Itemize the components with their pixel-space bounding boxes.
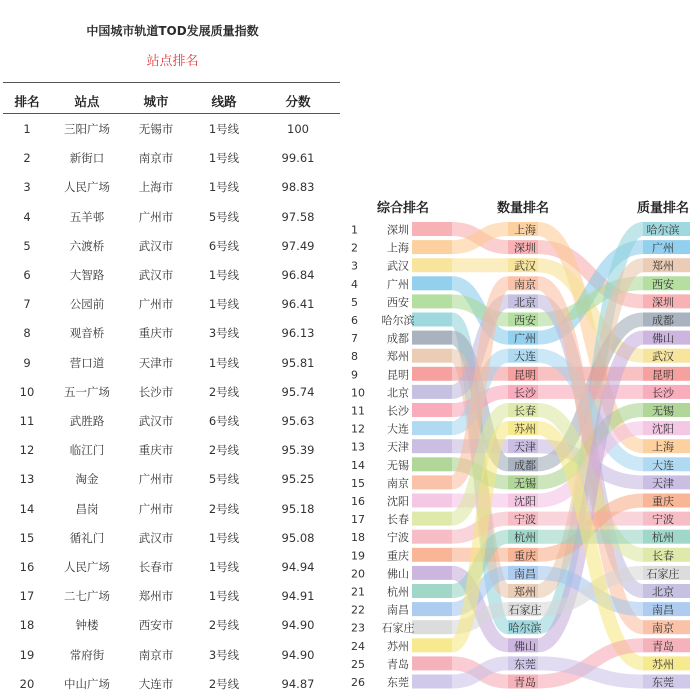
comprehensive-bar xyxy=(412,367,452,381)
table-subtitle: 站点排名 xyxy=(146,54,199,69)
cell-score: 97.58 xyxy=(281,209,315,224)
cell-score: 95.08 xyxy=(281,530,315,545)
cell-line: 1号线 xyxy=(208,268,240,282)
rank-number: 11 xyxy=(351,404,365,418)
quality-label: 长春 xyxy=(652,549,674,563)
cell-score: 95.74 xyxy=(281,384,315,399)
cell-city: 南京市 xyxy=(138,151,174,166)
cell-station: 公园前 xyxy=(69,297,105,312)
quality-label: 青岛 xyxy=(652,639,674,653)
comprehensive-bar xyxy=(412,457,452,471)
comprehensive-label: 哈尔滨 xyxy=(381,314,415,327)
comprehensive-label: 西安 xyxy=(387,295,409,309)
comprehensive-bar xyxy=(412,656,452,670)
quality-label: 沈阳 xyxy=(652,422,674,436)
table-row xyxy=(0,232,345,261)
rank-number: 10 xyxy=(351,386,365,400)
header-line: 线路 xyxy=(211,94,237,109)
quality-label: 南昌 xyxy=(652,603,674,617)
comprehensive-bar xyxy=(412,602,452,616)
cell-rank: 5 xyxy=(23,238,31,253)
cell-rank: 10 xyxy=(19,384,35,399)
quantity-label: 宁波 xyxy=(514,513,536,527)
header-score: 分数 xyxy=(285,94,311,109)
cell-city: 武汉市 xyxy=(138,414,174,428)
cell-city: 无锡市 xyxy=(138,122,174,136)
cell-score: 95.18 xyxy=(281,501,315,516)
cell-city: 武汉市 xyxy=(138,268,174,282)
cell-city: 广州市 xyxy=(138,472,174,487)
rank-number: 16 xyxy=(351,495,365,508)
cell-city: 长春市 xyxy=(138,560,174,574)
cell-score: 94.90 xyxy=(281,618,315,633)
cell-line: 2号线 xyxy=(208,384,240,399)
cell-line: 5号线 xyxy=(208,209,240,224)
cell-line: 2号线 xyxy=(208,618,240,633)
cell-station: 常府街 xyxy=(69,647,105,662)
cell-station: 武胜路 xyxy=(69,414,105,428)
rank-number: 3 xyxy=(351,259,358,273)
comprehensive-label: 郑州 xyxy=(387,350,409,364)
rank-number: 7 xyxy=(351,332,358,346)
cell-line: 1号线 xyxy=(208,122,240,136)
flow-links xyxy=(452,229,643,682)
quantity-label: 长春 xyxy=(514,404,536,418)
quantity-label: 天津 xyxy=(514,440,536,454)
rank-number: 21 xyxy=(351,585,365,599)
quality-label: 成都 xyxy=(652,314,674,327)
comprehensive-label: 成都 xyxy=(387,332,409,346)
cell-station: 营口道 xyxy=(69,355,105,370)
cell-rank: 11 xyxy=(19,414,35,428)
table-row xyxy=(0,407,345,436)
rank-number: 24 xyxy=(351,639,365,653)
cell-score: 95.81 xyxy=(281,355,315,370)
comprehensive-label: 大连 xyxy=(387,422,409,436)
cell-station: 二七广场 xyxy=(64,589,110,604)
comprehensive-bar xyxy=(412,439,452,453)
cell-line: 2号线 xyxy=(208,501,240,516)
cell-rank: 1 xyxy=(23,122,31,136)
quality-label: 东莞 xyxy=(652,676,674,689)
cell-city: 郑州市 xyxy=(138,589,174,604)
chart-column-header-comprehensive: 综合排名 xyxy=(376,201,430,216)
cell-city: 重庆市 xyxy=(138,326,174,341)
cell-station: 淘金 xyxy=(75,472,99,487)
rank-number: 25 xyxy=(351,657,365,671)
comprehensive-label: 宁波 xyxy=(387,531,409,545)
table-row xyxy=(0,495,345,524)
rank-number: 1 xyxy=(351,223,358,237)
table-row xyxy=(0,203,345,232)
cell-city: 广州市 xyxy=(138,297,174,312)
chart-column-header-quantity: 数量排名 xyxy=(496,201,550,216)
rank-number: 9 xyxy=(351,368,358,382)
comprehensive-bar xyxy=(412,313,452,327)
cell-score: 100 xyxy=(287,122,309,136)
cell-station: 新街口 xyxy=(69,151,105,166)
cell-line: 1号线 xyxy=(208,180,240,195)
table-row xyxy=(0,524,345,553)
header-city: 城市 xyxy=(143,94,169,109)
cell-rank: 7 xyxy=(23,297,31,312)
cell-station: 六渡桥 xyxy=(69,238,105,253)
header-station: 站点 xyxy=(74,94,100,109)
cell-rank: 3 xyxy=(23,180,31,195)
cell-line: 1号线 xyxy=(208,151,240,166)
quality-label: 深圳 xyxy=(652,295,674,309)
cell-rank: 2 xyxy=(23,151,31,166)
comprehensive-bar xyxy=(412,475,452,489)
cell-line: 6号线 xyxy=(208,414,240,428)
comprehensive-label: 重庆 xyxy=(387,549,409,563)
quality-label: 广州 xyxy=(652,241,674,255)
table-row xyxy=(0,378,345,407)
comprehensive-bar xyxy=(412,385,452,399)
cell-rank: 19 xyxy=(19,647,35,662)
comprehensive-bar xyxy=(412,403,452,417)
quantity-label: 南京 xyxy=(514,277,536,291)
comprehensive-label: 南昌 xyxy=(387,603,409,617)
comprehensive-label: 武汉 xyxy=(387,259,409,273)
table-top-rule xyxy=(3,82,340,83)
comprehensive-bar xyxy=(412,349,452,363)
cell-city: 天津市 xyxy=(138,355,174,370)
table-row xyxy=(0,611,345,640)
comprehensive-label: 北京 xyxy=(387,386,409,400)
cell-rank: 20 xyxy=(19,676,35,691)
quality-label: 杭州 xyxy=(652,531,674,545)
rank-number: 19 xyxy=(351,549,365,563)
quality-label: 长沙 xyxy=(652,386,674,400)
cell-rank: 9 xyxy=(23,355,31,370)
rank-number: 18 xyxy=(351,531,365,545)
cell-city: 广州市 xyxy=(138,209,174,224)
cell-station: 五一广场 xyxy=(64,384,110,399)
cell-rank: 4 xyxy=(23,209,31,224)
quality-label: 无锡 xyxy=(652,404,674,418)
table-row xyxy=(0,670,345,699)
rank-number: 20 xyxy=(351,567,365,581)
quantity-label: 重庆 xyxy=(514,549,536,563)
comprehensive-bar xyxy=(412,638,452,652)
cell-rank: 6 xyxy=(23,268,31,282)
quantity-label: 佛山 xyxy=(514,639,536,653)
cell-line: 1号线 xyxy=(208,589,240,604)
cell-rank: 17 xyxy=(19,589,35,604)
quality-label: 大连 xyxy=(652,458,674,472)
cell-line: 1号线 xyxy=(208,530,240,545)
comprehensive-bar xyxy=(412,512,452,526)
rank-number: 15 xyxy=(351,476,365,490)
cell-line: 1号线 xyxy=(208,560,240,574)
quantity-label: 西安 xyxy=(514,314,536,327)
quantity-label: 北京 xyxy=(514,295,536,309)
comprehensive-label: 广州 xyxy=(387,277,409,291)
quality-label: 南京 xyxy=(652,621,674,635)
cell-score: 96.13 xyxy=(281,326,315,341)
rank-number: 14 xyxy=(351,458,365,472)
cell-score: 98.83 xyxy=(281,180,315,195)
quantity-label: 青岛 xyxy=(514,676,536,689)
rank-number: 13 xyxy=(351,440,365,454)
cell-rank: 14 xyxy=(19,501,35,516)
rank-number: 5 xyxy=(351,295,358,309)
quantity-label: 石家庄 xyxy=(508,603,542,617)
cell-city: 西安市 xyxy=(138,618,174,633)
cell-line: 5号线 xyxy=(208,472,240,487)
cell-line: 2号线 xyxy=(208,443,240,458)
quantity-label: 杭州 xyxy=(514,531,536,545)
cell-score: 94.94 xyxy=(281,560,315,574)
comprehensive-bar xyxy=(412,240,452,254)
comprehensive-label: 南京 xyxy=(387,476,409,490)
cell-line: 6号线 xyxy=(208,238,240,253)
comprehensive-bar xyxy=(412,294,452,308)
quantity-label: 南昌 xyxy=(514,567,536,581)
cell-city: 上海市 xyxy=(138,180,174,195)
cell-score: 94.87 xyxy=(281,676,315,691)
comprehensive-bar xyxy=(412,494,452,508)
quantity-label: 哈尔滨 xyxy=(508,621,542,635)
quantity-label: 成都 xyxy=(514,458,536,472)
table-row xyxy=(0,115,345,144)
comprehensive-label: 深圳 xyxy=(387,223,409,237)
cell-city: 广州市 xyxy=(138,501,174,516)
quality-label: 天津 xyxy=(652,476,674,490)
table-row xyxy=(0,173,345,202)
comprehensive-label: 佛山 xyxy=(387,567,409,581)
comprehensive-label: 上海 xyxy=(387,241,409,255)
rank-flow-chart xyxy=(345,0,700,700)
cell-rank: 18 xyxy=(19,618,35,633)
rank-number: 2 xyxy=(351,241,358,255)
cell-score: 95.63 xyxy=(281,414,315,428)
cell-station: 三阳广场 xyxy=(64,122,110,136)
quality-label: 武汉 xyxy=(652,350,674,364)
cell-rank: 13 xyxy=(19,472,35,487)
quantity-label: 郑州 xyxy=(514,585,536,599)
table-row xyxy=(0,553,345,582)
cell-score: 96.84 xyxy=(281,268,315,282)
table-row xyxy=(0,290,345,319)
station-ranking-panel xyxy=(0,0,345,700)
cell-line: 1号线 xyxy=(208,355,240,370)
quantity-label: 无锡 xyxy=(514,476,536,490)
cell-station: 钟楼 xyxy=(75,618,99,633)
cell-station: 观音桥 xyxy=(69,326,105,341)
quality-label: 昆明 xyxy=(652,368,674,382)
rank-number: 6 xyxy=(351,314,358,327)
cell-station: 循礼门 xyxy=(69,530,105,545)
quantity-label: 上海 xyxy=(514,223,536,237)
quality-label: 宁波 xyxy=(652,513,674,527)
comprehensive-bar xyxy=(412,222,452,236)
comprehensive-label: 东莞 xyxy=(387,676,409,689)
cell-score: 94.91 xyxy=(281,589,315,604)
quality-label: 苏州 xyxy=(652,657,674,671)
quality-label: 郑州 xyxy=(652,259,674,273)
comprehensive-bar xyxy=(412,566,452,580)
cell-score: 95.25 xyxy=(281,472,315,487)
comprehensive-bar xyxy=(412,675,452,689)
quality-label: 西安 xyxy=(652,277,674,291)
comprehensive-label: 天津 xyxy=(387,440,409,454)
comprehensive-label: 长春 xyxy=(387,513,409,527)
table-row xyxy=(0,349,345,378)
cell-line: 2号线 xyxy=(208,676,240,691)
cell-line: 3号线 xyxy=(208,647,240,662)
table-row xyxy=(0,641,345,670)
cell-score: 97.49 xyxy=(281,238,315,253)
quantity-label: 大连 xyxy=(514,350,536,364)
quality-label: 佛山 xyxy=(652,332,674,346)
table-row xyxy=(0,465,345,494)
cell-station: 大智路 xyxy=(69,268,105,282)
quantity-label: 苏州 xyxy=(514,422,536,436)
comprehensive-label: 苏州 xyxy=(387,639,409,653)
cell-city: 重庆市 xyxy=(138,443,174,458)
cell-score: 99.61 xyxy=(281,151,315,166)
cell-city: 武汉市 xyxy=(138,530,174,545)
quantity-label: 武汉 xyxy=(514,259,536,273)
cell-city: 大连市 xyxy=(138,676,174,691)
cell-rank: 15 xyxy=(19,530,35,545)
cell-score: 94.90 xyxy=(281,647,315,662)
rank-number: 12 xyxy=(351,422,365,436)
rank-number: 23 xyxy=(351,621,365,635)
cell-station: 临江门 xyxy=(69,443,105,458)
comprehensive-label: 石家庄 xyxy=(381,621,415,635)
cell-station: 昌岗 xyxy=(75,501,99,516)
cell-score: 96.41 xyxy=(281,297,315,312)
header-rank: 排名 xyxy=(14,94,40,109)
rank-number: 4 xyxy=(351,277,358,291)
table-title: 中国城市轨道TOD发展质量指数 xyxy=(86,24,259,38)
quantity-label: 昆明 xyxy=(514,368,536,382)
comprehensive-bar xyxy=(412,530,452,544)
table-row xyxy=(0,144,345,173)
rank-number: 26 xyxy=(351,676,365,689)
quantity-label: 沈阳 xyxy=(514,495,536,508)
table-row xyxy=(0,319,345,348)
quality-label: 北京 xyxy=(652,585,674,599)
cell-city: 长沙市 xyxy=(138,384,174,399)
comprehensive-bar xyxy=(412,258,452,272)
rank-number: 22 xyxy=(351,603,365,617)
quantity-label: 广州 xyxy=(514,332,536,346)
cell-line: 1号线 xyxy=(208,297,240,312)
table-header-rule xyxy=(3,113,340,114)
cell-station: 人民广场 xyxy=(64,180,110,195)
comprehensive-bar xyxy=(412,584,452,598)
rank-flow-panel xyxy=(345,0,700,700)
rank-number: 8 xyxy=(351,350,358,364)
quantity-label: 深圳 xyxy=(514,241,536,255)
quality-label: 重庆 xyxy=(652,495,674,508)
comprehensive-bar xyxy=(412,548,452,562)
comprehensive-bar xyxy=(412,331,452,345)
cell-city: 武汉市 xyxy=(138,238,174,253)
quantity-label: 长沙 xyxy=(514,386,536,400)
rank-number: 17 xyxy=(351,513,365,527)
chart-column-header-quality: 质量排名 xyxy=(636,201,690,216)
quantity-label: 东莞 xyxy=(514,657,536,671)
cell-rank: 16 xyxy=(19,560,35,574)
cell-station: 人民广场 xyxy=(64,560,110,574)
comprehensive-bar xyxy=(412,276,452,290)
comprehensive-bar xyxy=(412,421,452,435)
table-row xyxy=(0,582,345,611)
table-row xyxy=(0,436,345,465)
cell-station: 中山广场 xyxy=(64,676,110,691)
comprehensive-label: 杭州 xyxy=(387,585,409,599)
table-row xyxy=(0,261,345,290)
cell-score: 95.39 xyxy=(281,443,315,458)
cell-line: 3号线 xyxy=(208,326,240,341)
cell-rank: 12 xyxy=(19,443,35,458)
quality-label: 上海 xyxy=(652,440,674,454)
comprehensive-label: 昆明 xyxy=(387,368,409,382)
comprehensive-label: 沈阳 xyxy=(387,495,409,508)
cell-rank: 8 xyxy=(23,326,31,341)
cell-city: 南京市 xyxy=(138,647,174,662)
comprehensive-bar xyxy=(412,620,452,634)
comprehensive-label: 无锡 xyxy=(387,458,409,472)
comprehensive-label: 长沙 xyxy=(387,404,409,418)
quality-label: 石家庄 xyxy=(646,567,680,581)
cell-station: 五羊邨 xyxy=(69,209,105,224)
comprehensive-label: 青岛 xyxy=(387,657,409,671)
quality-label: 哈尔滨 xyxy=(646,223,680,237)
